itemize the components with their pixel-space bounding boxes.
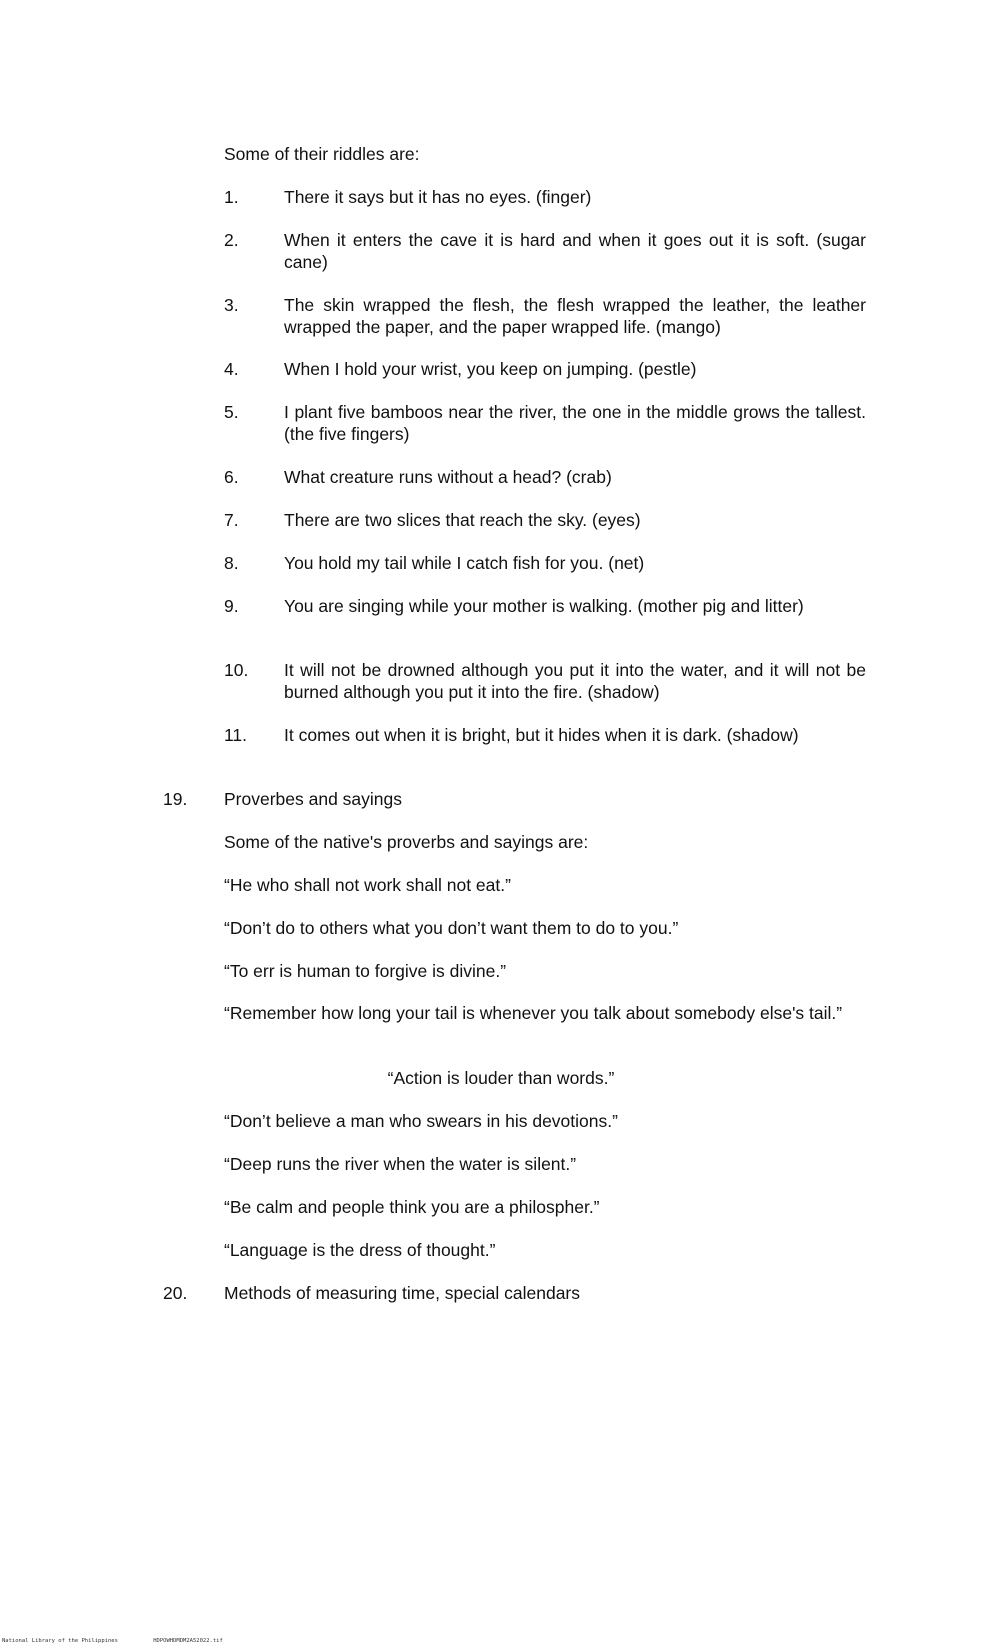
item-text: You hold my tail while I catch fish for you. (net) [284,553,645,573]
section-title: Proverbes and sayings [224,789,403,809]
item-text: When it enters the cave it is hard and when it goes out it is soft. (sugar cane) [284,230,866,272]
list-item [224,358,866,380]
proverb: “To err is human to forgive is divine.” [224,961,507,981]
proverb: “Be calm and people think you are a philospher.” [224,1197,600,1217]
proverb: “He who shall not work shall not eat.” [224,875,511,895]
list-item [224,466,866,488]
list-item [224,509,866,531]
section-title: Methods of measuring time, special calendars [224,1283,581,1303]
item-text: It comes out when it is bright, but it hides when it is dark. (shadow) [284,725,799,745]
proverb: “Remember how long your tail is whenever you talk about somebody else's tail.” [224,1003,843,1023]
item-number: 7. [224,510,239,530]
item-text: You are singing while your mother is walking. (mother pig and litter) [284,596,804,616]
item-number: 8. [224,553,239,573]
list-item [224,229,866,273]
item-number: 5. [224,402,239,422]
proverb: “Deep runs the river when the water is silent.” [224,1154,577,1174]
item-text: The skin wrapped the flesh, the flesh wrapped the leather, the leather wrapped the paper, and the paper wrapped life. (mango) [284,295,866,337]
item-number: 3. [224,295,239,315]
riddles-intro: Some of their riddles are: [224,144,420,164]
list-item [224,595,866,617]
footer-library: National Library of the Philippines [2,1638,118,1644]
proverb: “Don’t believe a man who swears in his devotions.” [224,1111,618,1131]
proverb-centered: “Action is louder than words.” [387,1068,615,1088]
footer-filename: HDPOWHDMDM2A52022.tif [153,1638,223,1644]
item-number: 9. [224,596,239,616]
item-text: It will not be drowned although you put it into the water, and it will not be burned although you put it into the fire. (shadow) [284,660,866,702]
item-text: What creature runs without a head? (crab) [284,467,612,487]
item-number: 2. [224,230,239,250]
item-number: 11. [224,725,248,745]
item-number: 4. [224,359,239,379]
item-text: When I hold your wrist, you keep on jumping. (pestle) [284,359,697,379]
list-item [224,294,866,338]
section-number: 19. [163,789,188,809]
section-number: 20. [163,1283,188,1303]
proverb: “Don’t do to others what you don’t want them to do to you.” [224,918,679,938]
list-item [224,552,866,574]
proverb: “Language is the dress of thought.” [224,1240,496,1260]
list-item [224,659,866,703]
item-number: 10. [224,660,249,680]
proverbs-intro: Some of the native's proverbs and sayings are: [224,832,589,852]
item-text: There are two slices that reach the sky. (eyes) [284,510,641,530]
item-text: There it says but it has no eyes. (finger) [284,187,592,207]
list-item [224,724,866,746]
list-item [224,401,866,445]
list-item [224,186,866,208]
item-text: I plant five bamboos near the river, the one in the middle grows the tallest. (the five fingers) [284,402,866,444]
item-number: 6. [224,467,239,487]
item-number: 1. [224,187,239,207]
scan-footer [2,1638,255,1645]
